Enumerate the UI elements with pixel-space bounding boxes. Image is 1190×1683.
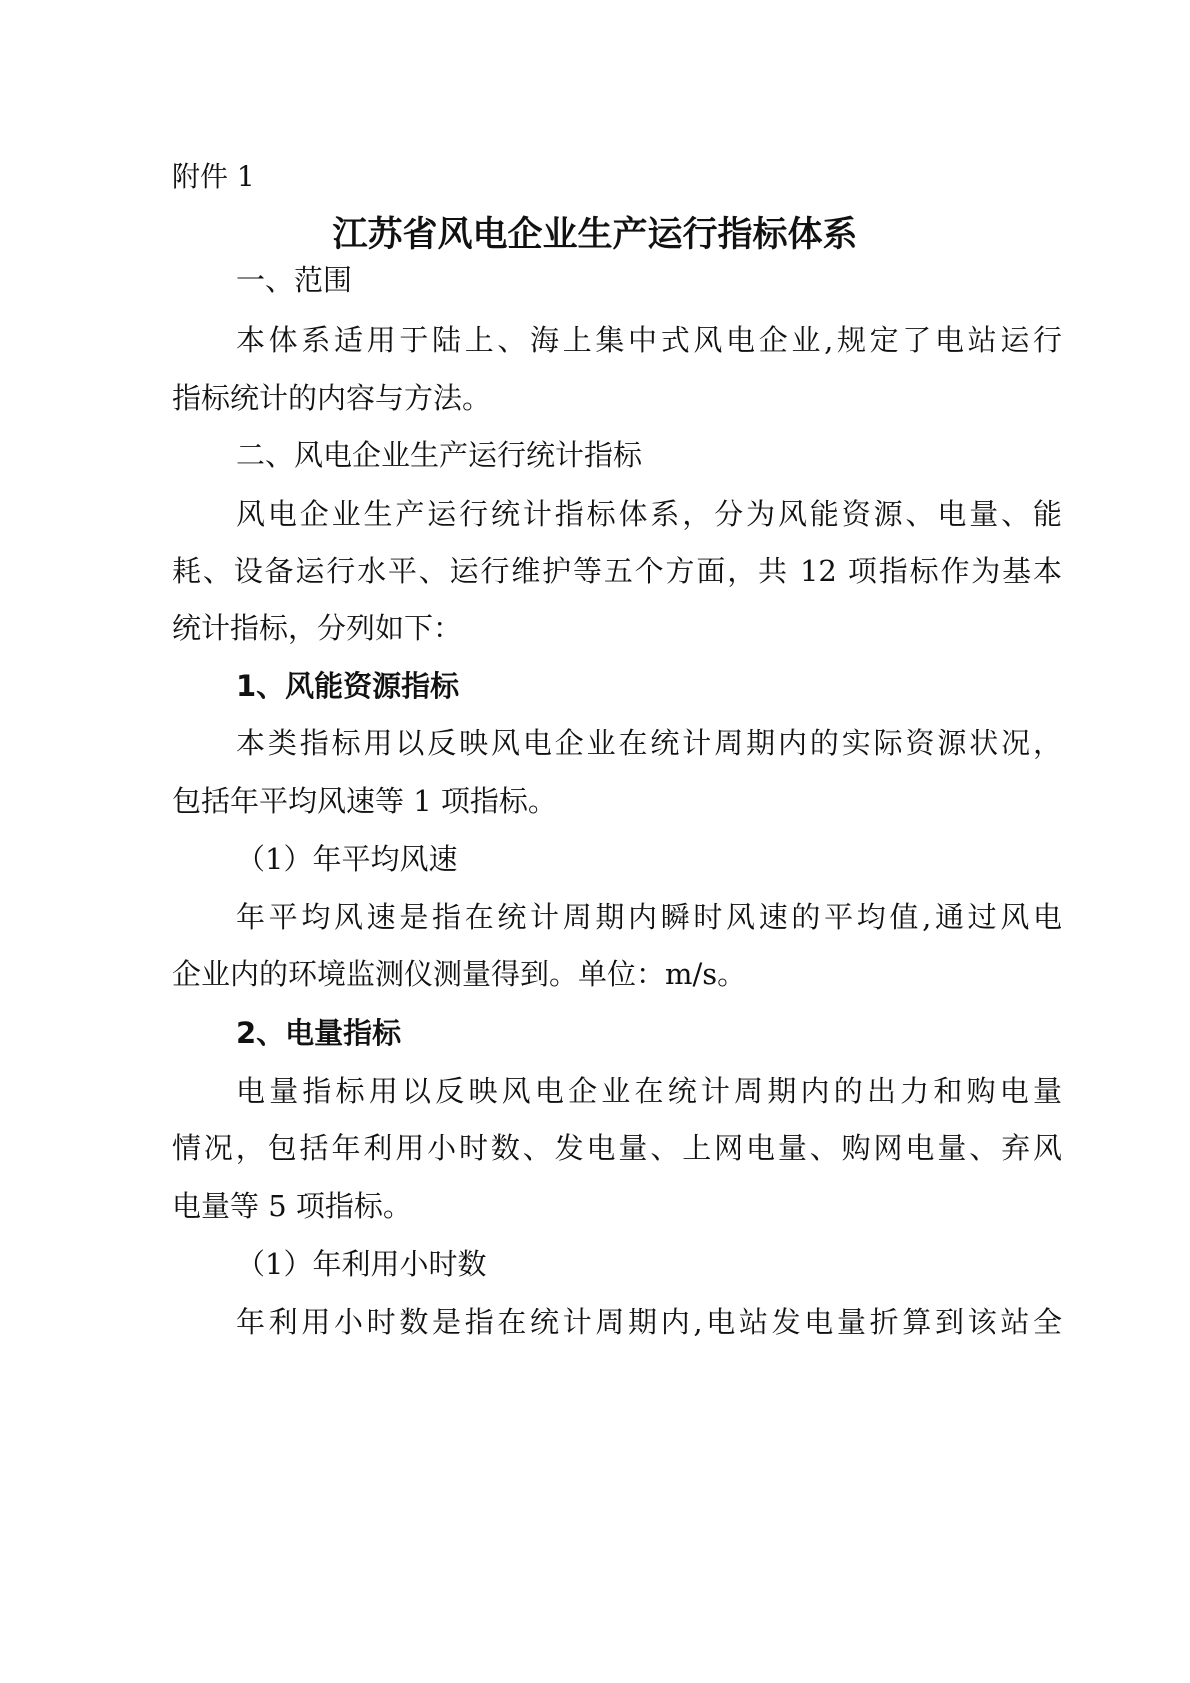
paragraph-line: 指标统计的内容与方法。	[172, 381, 492, 415]
paragraph-line: 本类指标用以反映风电企业在统计周期内的实际资源状况，	[236, 726, 1062, 760]
section-heading-indicators: 二、风电企业生产运行统计指标	[236, 438, 643, 472]
paragraph-line: 情况，包括年利用小时数、发电量、上网电量、购网电量、弃风	[172, 1131, 1062, 1165]
paragraph-line: 企业内的环境监测仪测量得到。单位：m/s。	[172, 957, 747, 991]
paragraph-line: 电量指标用以反映风电企业在统计周期内的出力和购电量	[236, 1074, 1062, 1108]
paragraph-line: 耗、设备运行水平、运行维护等五个方面，共 12 项指标作为基本	[172, 554, 1062, 588]
document-title: 江苏省风电企业生产运行指标体系	[332, 214, 858, 255]
paragraph-line: 风电企业生产运行统计指标体系，分为风能资源、电量、能	[236, 497, 1062, 531]
item-heading-utilization-hours: （1）年利用小时数	[236, 1247, 487, 1281]
paragraph-line: 本体系适用于陆上、海上集中式风电企业,规定了电站运行	[236, 323, 1062, 357]
paragraph-line: 年利用小时数是指在统计周期内,电站发电量折算到该站全	[236, 1305, 1062, 1339]
section-heading-scope: 一、范围	[236, 263, 353, 297]
paragraph-line: 包括年平均风速等 1 项指标。	[172, 784, 557, 818]
subsection-heading-wind-resource: 1、风能资源指标	[236, 669, 460, 703]
paragraph-line: 年平均风速是指在统计周期内瞬时风速的平均值,通过风电	[236, 900, 1062, 934]
attachment-label: 附件 1	[172, 160, 255, 193]
subsection-heading-electricity: 2、电量指标	[236, 1016, 402, 1050]
item-heading-annual-wind-speed: （1）年平均风速	[236, 842, 458, 876]
paragraph-line: 统计指标，分列如下：	[172, 611, 463, 645]
paragraph-line: 电量等 5 项指标。	[172, 1189, 412, 1223]
